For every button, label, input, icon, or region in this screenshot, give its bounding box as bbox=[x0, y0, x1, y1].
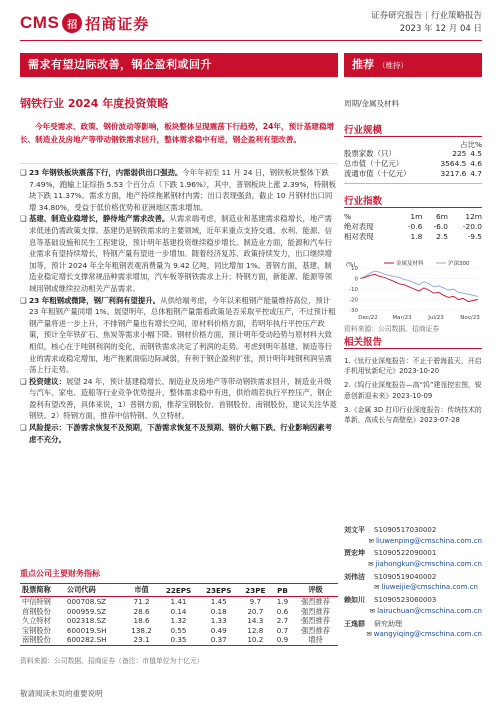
index-chart bbox=[344, 260, 482, 320]
email-icon: ✉ bbox=[368, 536, 374, 545]
related-report-link[interactable]: 3.《金属 3D 打印行业深度报告：传统技术的革新，高成长与高壁垒》2023-07-28 bbox=[344, 405, 482, 425]
header-divider bbox=[20, 40, 482, 41]
summary-paragraph: 今年受需求、政策、钢价波动等影响，板块整体呈现震荡下行趋势，24年，预计基建稳增长、制造业及房地产等带动钢铁需求回升，整体需求稳中有进，钢企盈利有望改善。 bbox=[20, 122, 335, 144]
analyst-license: S1090523060003 bbox=[374, 596, 437, 605]
bullet-body: 从供给端考虑，今年以来粗钢产能量维持高位，预计 23 年粗钢产量同增 1%。展望明年，总体粗钢产量需看政策是否采取平控或压产，不过预计粗钢产量将进一步上升，不排钢产量也有增长空间，原材料价格方面，若明年执行平控压产政策，预计全年铁矿石、焦炭等需求小幅下降。钢材价格方面，预计明年受动趋势与原材料大致相似，核心在于吨钢利润的变化，而钢铁需求决定了利润的走势。考虑到明年基建、制造等行业的需求或稳定增加，地产拖累面临边际减弱，有利于钢企盈利扩张，预计明年吨钢利润呈震荡上行走势。 bbox=[29, 295, 336, 375]
column-header: 股票简称 bbox=[20, 584, 65, 597]
companies-table-source: 资料来源：公司数据、招商证券（备注：市值单位为十亿元） bbox=[20, 657, 204, 665]
table-row bbox=[20, 635, 338, 645]
report-title: 需求有望边际改善，钢企盈利或回升 bbox=[20, 53, 338, 77]
bullet-marker-icon: ❑ bbox=[20, 168, 27, 177]
table-cell: 强烈推荐 bbox=[301, 625, 330, 635]
section-divider bbox=[344, 183, 482, 184]
analyst-name: 王逸群 bbox=[344, 619, 365, 628]
bullet-item bbox=[20, 167, 338, 213]
table-cell: -0.6 bbox=[407, 222, 423, 232]
table-cell: 宝钢股份 bbox=[22, 625, 51, 635]
report-type: 证券研究报告 bbox=[371, 11, 423, 21]
section-divider bbox=[344, 136, 482, 137]
table-row bbox=[20, 626, 338, 636]
analyst-name: 刘伟洁 bbox=[344, 572, 365, 581]
table-cell: 0.14 bbox=[170, 606, 187, 616]
column-header: 23EPS bbox=[199, 584, 239, 597]
report-date: 2023 年 12 月 04 日 bbox=[399, 24, 482, 34]
rating-badge bbox=[344, 53, 482, 77]
industry-scale-title: 行业规模 bbox=[344, 125, 383, 136]
chart-y-tick-label: 0 bbox=[354, 276, 358, 283]
column-header: 23PE bbox=[239, 584, 272, 597]
analyst-role: 研究助理 bbox=[374, 619, 402, 628]
table-cell: 久立特材 bbox=[22, 616, 51, 626]
industry-category: 周期/金属及材料 bbox=[344, 99, 400, 108]
analyst-list bbox=[344, 525, 482, 642]
chart-x-tick-label: Jul/23 bbox=[428, 315, 444, 321]
table-row bbox=[344, 232, 482, 242]
analyst-email-link[interactable]: liuweijie@cmschina.com.cn bbox=[381, 583, 478, 592]
table-cell: 600282.SH bbox=[65, 635, 125, 645]
rating-label: 推荐 bbox=[352, 58, 374, 71]
table-cell: 2.5 bbox=[436, 232, 448, 242]
bullet-marker-icon: ❑ bbox=[20, 214, 27, 224]
analyst-id-row bbox=[344, 548, 482, 560]
table-cell: 增持 bbox=[293, 635, 338, 645]
table-cell: 0.55 bbox=[170, 625, 187, 635]
analyst-license: S1090519040002 bbox=[374, 572, 437, 581]
chart-x-tick-label: Nov/23 bbox=[460, 315, 480, 321]
analyst-email-link[interactable]: lairuchuan@cmschina.com.cn bbox=[377, 606, 482, 615]
report-subtitle: 钢铁行业 2024 年度投资策略 bbox=[20, 97, 169, 110]
table-cell: 强烈推荐 bbox=[301, 597, 330, 606]
table-cell: 4.5 bbox=[470, 149, 482, 158]
table-cell: 强烈推荐 bbox=[301, 616, 330, 626]
column-header: 6m bbox=[436, 212, 448, 221]
chart-source: 资料来源：公司数据、招商证券 bbox=[344, 325, 440, 333]
table-cell: 0.7 bbox=[276, 625, 289, 635]
table-row bbox=[344, 222, 482, 232]
table-cell: 3564.5 bbox=[440, 159, 467, 169]
table-cell: 0.9 bbox=[272, 635, 293, 645]
analyst-email-row bbox=[344, 537, 482, 549]
table-cell: 1.9 bbox=[276, 597, 289, 606]
table-cell: -6.0 bbox=[433, 222, 448, 232]
analyst-name: 赖如川 bbox=[344, 596, 365, 605]
bullet-heading: 风险提示：下游需求恢复不及预期，下游需求恢复不及预期、钢价大幅下跌、行业影响因素考虑不充分。 bbox=[29, 423, 333, 444]
table-cell: 18.6 bbox=[133, 616, 150, 626]
table-cell: 0.6 bbox=[276, 606, 289, 616]
table-cell: 0.37 bbox=[199, 635, 239, 645]
table-cell: 23.1 bbox=[125, 635, 159, 645]
summary-divider bbox=[20, 163, 338, 164]
header-report-type-line: 证券研究报告 | 行业策略报告 bbox=[371, 11, 482, 21]
table-cell: 1.8 bbox=[410, 232, 423, 242]
table-cell: 0.35 bbox=[158, 635, 198, 645]
analyst-id-row bbox=[344, 619, 482, 631]
email-icon: ✉ bbox=[368, 560, 374, 569]
chart-legend-label: 沪深300 bbox=[448, 261, 470, 267]
industry-index-title: 行业指数 bbox=[344, 196, 383, 207]
scale-unit: 占比% bbox=[460, 140, 482, 149]
bullet-body: 展望 24 年，预计基建稳增长、制造业及房地产等带动钢铁需求回升，制造业升级与汽车、家电、造船等行业竞争优势提升，整体需求稳中有进，供给端若执行平控压产，钢企盈利有望改善，具体来说，1）普钢方面，推荐宝钢股份、首钢股份、南钢股份，建议关注华菱钢铁。2）特钢方面，推荐中信特钢、久立特材。 bbox=[29, 376, 337, 421]
table-cell: 3217.6 bbox=[440, 169, 467, 179]
table-cell: 相对表现 bbox=[344, 232, 374, 242]
table-cell: 股票家数（只） bbox=[344, 149, 396, 158]
chart-legend-label: 金属及材料 bbox=[396, 261, 424, 267]
table-header-row bbox=[344, 212, 482, 222]
column-header: 22EPS bbox=[158, 584, 198, 597]
table-cell: 28.6 bbox=[133, 606, 150, 616]
related-reports-title: 相关报告 bbox=[344, 337, 383, 348]
table-row bbox=[20, 607, 338, 617]
bullet-heading: 23 年钢铁板块震荡下行，内需弱供出口强劲。 bbox=[29, 168, 183, 177]
bullet-item bbox=[20, 422, 338, 445]
chart-y-unit-label: (%) bbox=[346, 262, 356, 268]
companies-table bbox=[20, 583, 338, 646]
table-cell: 绝对表现 bbox=[344, 222, 374, 232]
industry-scale-table bbox=[344, 149, 482, 180]
email-icon: ✉ bbox=[366, 630, 372, 639]
table-cell: 0.18 bbox=[210, 606, 227, 616]
table-cell: 0.49 bbox=[210, 625, 227, 635]
table-cell: 首钢股份 bbox=[22, 606, 51, 616]
table-cell: 强烈推荐 bbox=[301, 606, 330, 616]
header-meta bbox=[371, 10, 482, 36]
footer-disclaimer: 敬请阅读末页的重要说明 bbox=[20, 689, 103, 698]
table-row bbox=[344, 149, 482, 159]
bullet-heading: 23 年粗钢或微降，钢厂利润有望提升。 bbox=[29, 295, 161, 305]
related-report-link[interactable]: 2.《钨行业深度报告—高“钨”建瓴控宏图，锐意创新迎未来》2023-10-09 bbox=[344, 381, 482, 400]
bullet-heading: 基建、制造业稳增长，静待地产需求改善。 bbox=[29, 214, 170, 224]
table-cell: 225 bbox=[452, 149, 467, 158]
table-cell: 000959.SZ bbox=[66, 606, 107, 616]
table-row bbox=[20, 616, 338, 626]
column-header: 12m bbox=[465, 212, 482, 221]
bullet-body: 从需求端考虑，制造业和基建需求稳增长，地产需求低迷仍需政策支撑。基建仍是钢铁需求的主要领域，近年来重点支持交通、水利、能源、信息等基础设施和民生工程建设，预计明年基建投资继续稳步增长。制造业方面，能源和汽车行业需求有望持续增长，特钢产量有望进一步增加。随着经济复苏、政策持续发力，出口继续增加等，预计 2024 年全年粗钢表观消费量为 9.42 亿吨，同比增加 1%。普钢方面，基建、制造业稳定增长支撑常规品种需求增加，汽车板等钢铁需求上升；特钢方面，新能源、能源等领域用钢或继续拉动相关产品需求。 bbox=[29, 214, 333, 293]
analyst-email-link[interactable]: jiahongkun@cmschina.com.cn bbox=[375, 560, 482, 569]
table-cell: 2.7 bbox=[276, 616, 289, 626]
analyst-email-row bbox=[344, 560, 482, 572]
chart-y-tick-label: -20 bbox=[349, 297, 358, 304]
table-cell: 000708.SZ bbox=[66, 597, 107, 606]
analyst-name: 刘文平 bbox=[344, 526, 365, 534]
column-header: 评级 bbox=[293, 584, 338, 597]
table-row bbox=[20, 597, 338, 607]
bullet-heading: 投资建议： bbox=[29, 376, 66, 386]
chart-y-tick-label: 10 bbox=[351, 266, 358, 272]
table-cell: 9.7 bbox=[249, 597, 262, 606]
email-icon: ✉ bbox=[374, 583, 380, 592]
column-header: 公司代码 bbox=[65, 584, 125, 597]
table-cell: 600019.SH bbox=[66, 625, 107, 635]
bullet-item bbox=[20, 213, 338, 294]
analyst-license: S1090522090001 bbox=[374, 549, 437, 558]
table-cell: 总市值（十亿元） bbox=[344, 159, 404, 169]
column-header: 市值 bbox=[125, 584, 159, 597]
bullet-body: 今年年初至 11 月 24 日，钢铁板块整体下跌 7.49%，跑输上证综指 5.53 个百分点（下跌 1.96%），其中，普钢板块上涨 2.39%，特钢板块下跌 11.37%。需求方面，地产持续拖累钢材内需；出口表现强劲，截止 10 月钢材出口同增 34.80%，受益于低价格优势和亚洲地区需求增加。 bbox=[29, 168, 336, 212]
bullet-marker-icon: ❑ bbox=[20, 376, 27, 386]
bullet-marker-icon: ❑ bbox=[20, 423, 27, 433]
table-cell: 1.45 bbox=[210, 597, 227, 606]
logo-cms-text: CMS bbox=[20, 13, 60, 32]
table-cell: 14.3 bbox=[247, 616, 264, 626]
related-reports-list bbox=[344, 356, 482, 429]
table-cell: 1.33 bbox=[210, 616, 227, 626]
table-cell: -9.5 bbox=[467, 232, 482, 242]
analyst-email-row bbox=[344, 630, 482, 642]
table-header-row bbox=[20, 584, 338, 597]
table-cell: 71.2 bbox=[133, 597, 150, 606]
chart-x-tick-label: Dec/22 bbox=[358, 315, 378, 321]
analyst-email-link[interactable]: liuwenping@cmschina.com.cn bbox=[375, 536, 482, 545]
table-cell: 12.8 bbox=[247, 625, 264, 635]
table-cell: 中信特钢 bbox=[22, 597, 51, 606]
table-cell: -20.0 bbox=[462, 222, 482, 232]
chart-y-tick-label: -10 bbox=[349, 287, 358, 293]
table-cell: 20.7 bbox=[247, 606, 264, 616]
logo-mark-icon: 招 bbox=[62, 13, 82, 33]
report-series: 行业策略报告 bbox=[430, 11, 482, 21]
column-header: PB bbox=[272, 584, 293, 597]
analyst-email-row bbox=[344, 607, 482, 619]
analyst-name: 贾宏坤 bbox=[344, 549, 365, 558]
company-logo bbox=[20, 12, 149, 34]
index-chart-svg bbox=[344, 260, 482, 322]
table-cell: 10.2 bbox=[239, 635, 272, 645]
email-icon: ✉ bbox=[369, 606, 376, 615]
table-row bbox=[344, 169, 482, 179]
related-report-link[interactable]: 1.《钛行业深度报告：不止于碧海蓝天，开启手机用钛新纪元》2023-10-20 bbox=[344, 357, 482, 376]
table-cell: 002318.SZ bbox=[66, 616, 107, 626]
table-cell: 1.41 bbox=[170, 597, 187, 606]
table-cell: 4.6 bbox=[470, 159, 482, 169]
bullet-item bbox=[20, 295, 338, 376]
analyst-license: S1090517030002 bbox=[374, 526, 437, 534]
table-cell: 138.2 bbox=[131, 625, 152, 635]
companies-table-title: 重点公司主要财务指标 bbox=[20, 569, 100, 578]
analyst-id-row bbox=[344, 572, 482, 584]
bullet-marker-icon: ❑ bbox=[20, 295, 27, 305]
logo-chinese-name: 招商证券 bbox=[85, 14, 150, 33]
analyst-id-row bbox=[344, 595, 482, 607]
chart-y-tick-label: -30 bbox=[349, 308, 358, 314]
analyst-email-link[interactable]: wangyiqing@cmschina.com.cn bbox=[373, 630, 482, 639]
bullet-list bbox=[20, 167, 338, 445]
chart-x-tick-label: Mar/23 bbox=[392, 315, 412, 321]
section-divider bbox=[344, 207, 482, 208]
table-cell: 4.7 bbox=[470, 169, 482, 179]
chart-series-line bbox=[360, 271, 478, 296]
bullet-item bbox=[20, 376, 338, 422]
table-cell: 南钢股份 bbox=[20, 635, 65, 645]
column-header: 1m bbox=[410, 212, 423, 221]
analyst-id-row bbox=[344, 525, 482, 537]
performance-table bbox=[344, 212, 482, 243]
rating-sub: （维持） bbox=[378, 61, 408, 70]
column-header: % bbox=[344, 212, 352, 221]
table-cell: 1.32 bbox=[170, 616, 187, 626]
analyst-email-row bbox=[344, 583, 482, 595]
table-cell: 流通市值（十亿元） bbox=[344, 169, 411, 179]
table-row bbox=[344, 159, 482, 169]
section-divider bbox=[344, 348, 482, 349]
